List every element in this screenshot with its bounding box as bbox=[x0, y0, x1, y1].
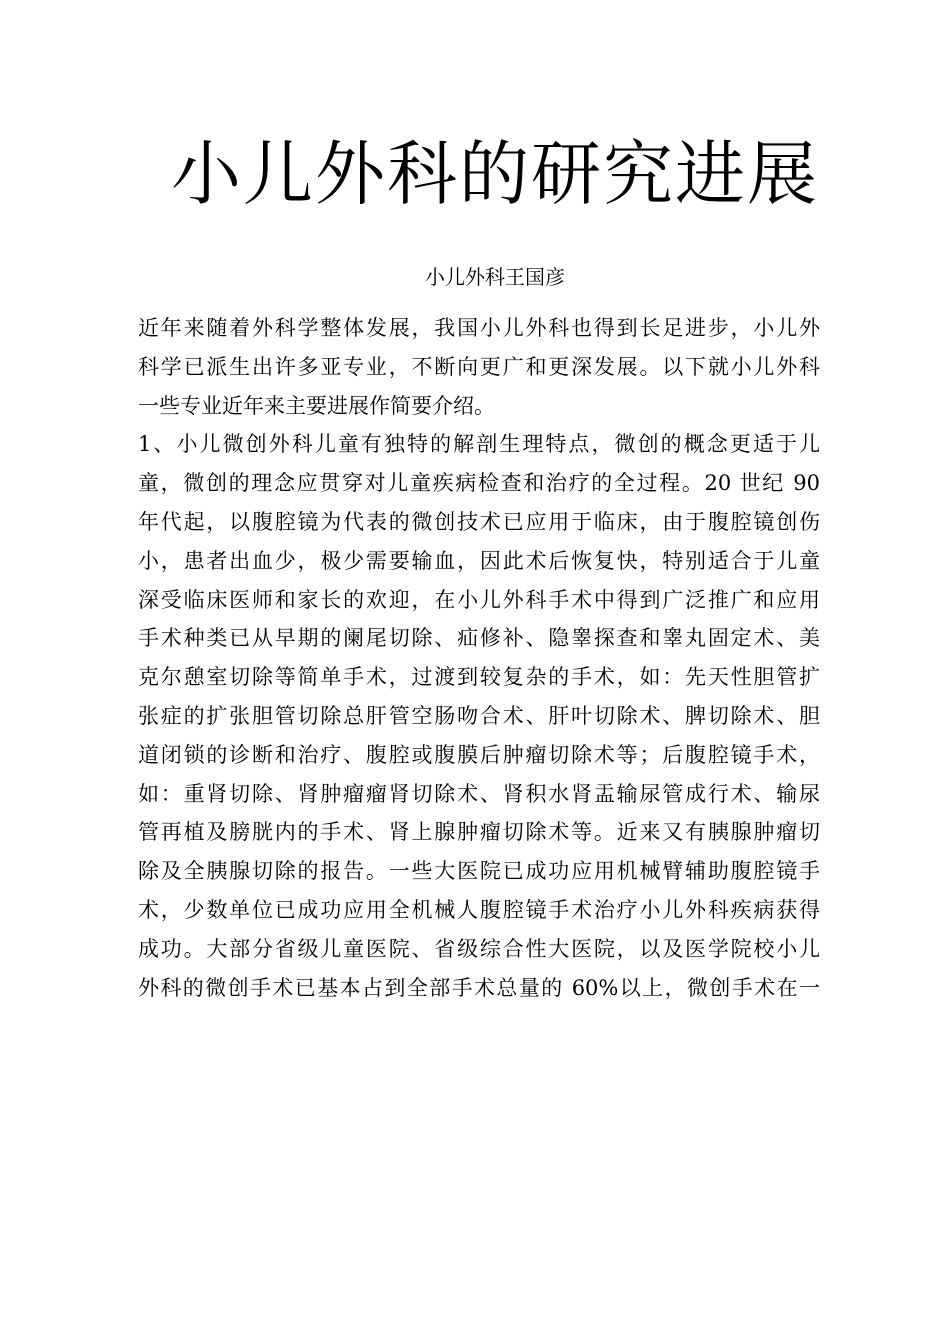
text-line: 近年来随着外科学整体发展，我国小儿外科也得到长足进步，小儿外 bbox=[138, 316, 820, 340]
text-line: 深受临床医师和家长的欢迎，在小儿外科手术中得到广泛推广和应用 bbox=[138, 587, 820, 612]
text-line: 年代起，以腹腔镜为代表的微创技术已应用于临床，由于腹腔镜创伤 bbox=[138, 509, 820, 534]
document-title: 小儿外科的研究进展 bbox=[171, 133, 819, 215]
document-body bbox=[138, 309, 820, 1007]
text-line: 术，少数单位已成功应用全机械人腹腔镜手术治疗小儿外科疾病获得 bbox=[138, 897, 820, 922]
text-line: 一些专业近年来主要进展作简要介绍。 bbox=[138, 393, 495, 418]
document-author: 小儿外科王国彦 bbox=[425, 265, 565, 289]
paragraph-intro bbox=[138, 309, 820, 425]
text-line: 除及全胰腺切除的报告。一些大医院已成功应用机械臂辅助腹腔镜手 bbox=[138, 859, 820, 884]
text-line: 如：重肾切除、肾肿瘤瘤肾切除术、肾积水肾盂输尿管成行术、输尿 bbox=[138, 781, 820, 806]
text-line: 外科的微创手术已基本占到全部手术总量的 60%以上，微创手术在一 bbox=[138, 975, 820, 1000]
paragraph-minimally-invasive-surgery bbox=[138, 425, 820, 1007]
text-line: 童，微创的理念应贯穿对儿童疾病检查和治疗的全过程。20 世纪 90 bbox=[138, 471, 820, 496]
text-line: 1、小儿微创外科儿童有独特的解剖生理特点，微创的概念更适于儿 bbox=[138, 432, 820, 457]
text-line: 小，患者出血少，极少需要输血，因此术后恢复快，特别适合于儿童 bbox=[138, 548, 820, 573]
text-line: 张症的扩张胆管切除总肝管空肠吻合术、肝叶切除术、脾切除术、胆 bbox=[138, 703, 820, 728]
text-line: 克尔憩室切除等简单手术，过渡到较复杂的手术，如：先天性胆管扩 bbox=[138, 665, 820, 690]
text-line: 道闭锁的诊断和治疗、腹腔或腹膜后肿瘤切除术等；后腹腔镜手术， bbox=[138, 742, 820, 767]
text-line: 手术种类已从早期的阑尾切除、疝修补、隐睾探查和睾丸固定术、美 bbox=[138, 626, 820, 651]
text-line: 科学已派生出许多亚专业，不断向更广和更深发展。以下就小儿外科 bbox=[138, 354, 820, 379]
text-line: 管再植及膀胱内的手术、肾上腺肿瘤切除术等。近来又有胰腺肿瘤切 bbox=[138, 820, 820, 845]
text-line: 成功。大部分省级儿童医院、省级综合性大医院，以及医学院校小儿 bbox=[138, 936, 820, 961]
